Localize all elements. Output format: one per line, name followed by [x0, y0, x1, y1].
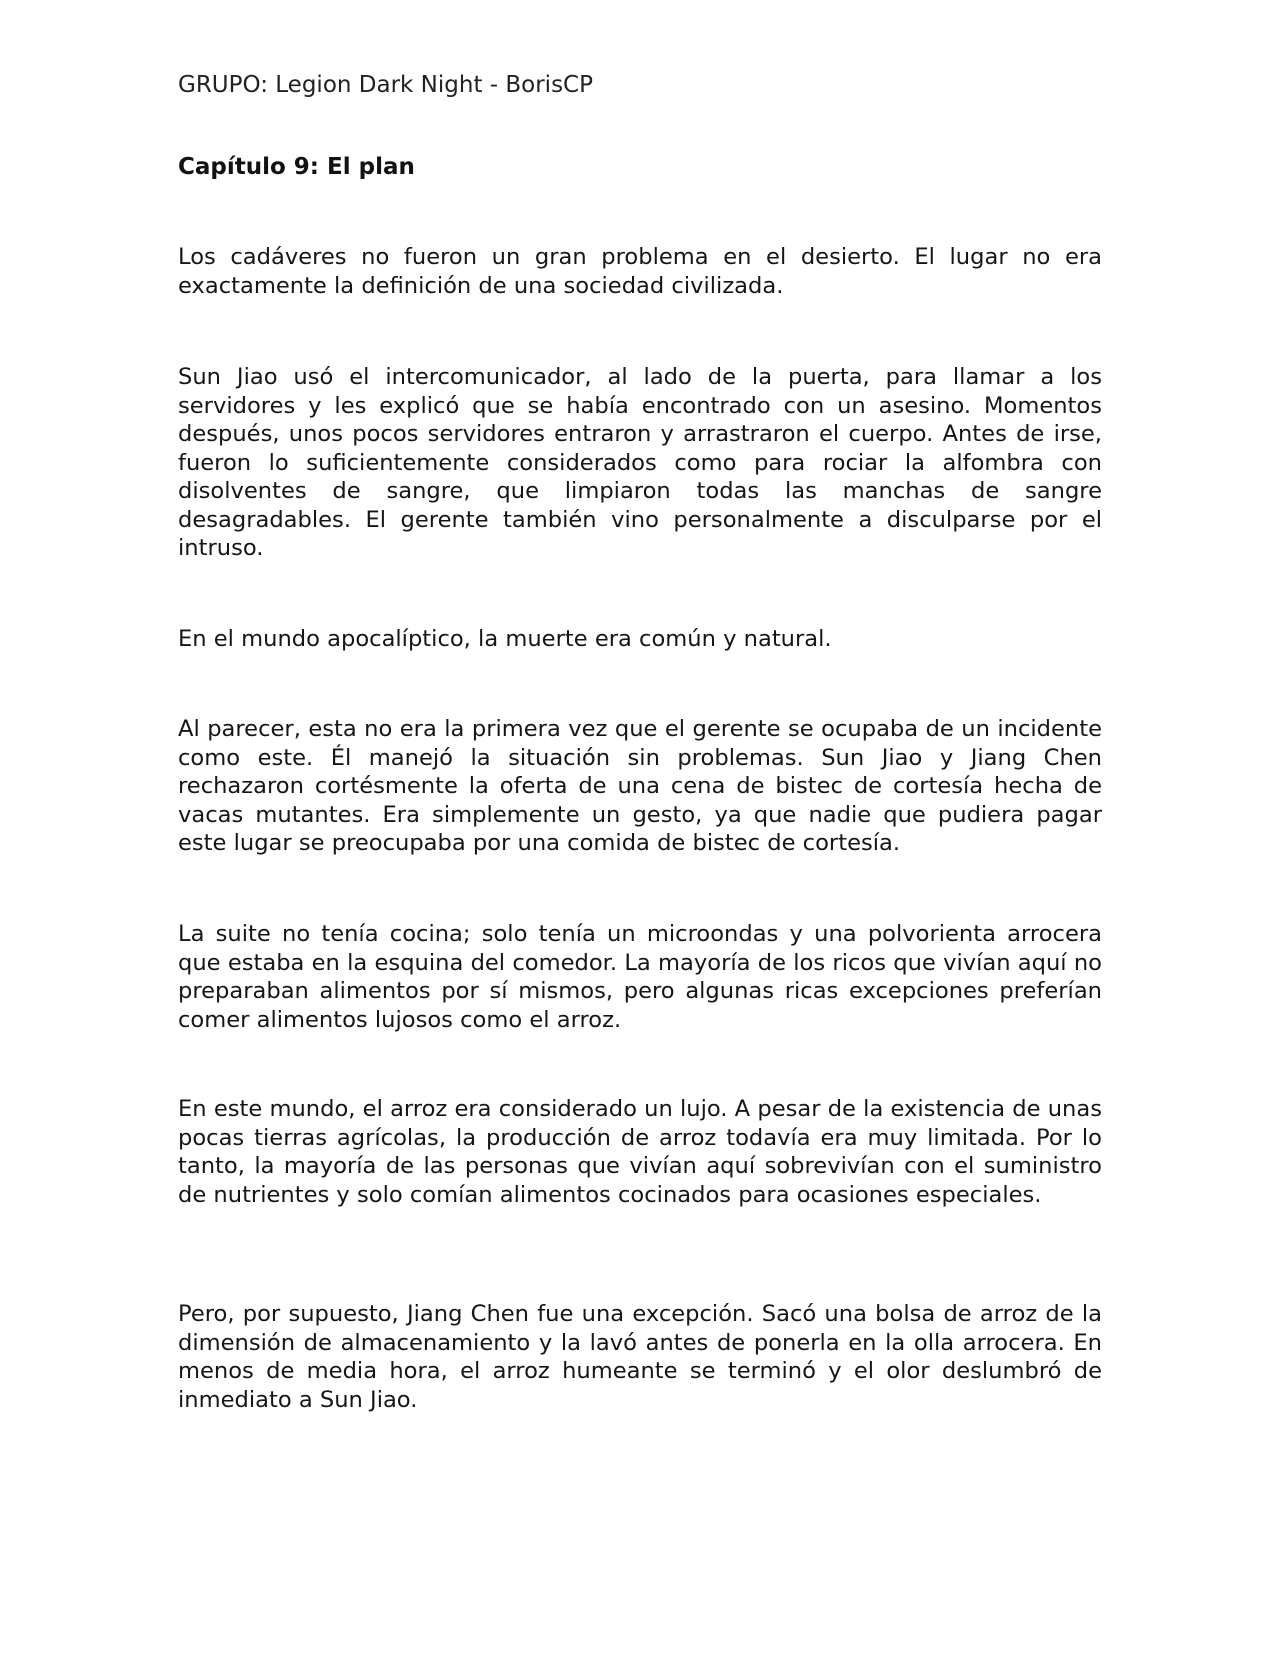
paragraph: En el mundo apocalíptico, la muerte era común y natural. — [178, 626, 832, 652]
paragraph: La suite no tenía cocina; solo tenía un microondas y una polvorienta arrocera que estaba en la esquina del comedor. La mayoría de los ricos que vivían aquí no preparaban alimentos por sí mismos, pero algunas ricas excepciones preferían comer alimentos lujosos como el arroz. — [178, 921, 1102, 1033]
document-header: GRUPO: Legion Dark Night - BorisCP — [178, 72, 593, 98]
paragraph: Sun Jiao usó el intercomunicador, al lado de la puerta, para llamar a los servidores y les explicó que se había encontrado con un asesino. Momentos después, unos pocos servidores entraron y arrastraron el cuerpo. Antes de irse, fueron lo suficientemente considerados como para rociar la alfombra con disolventes de sangre, que limpiaron todas las manchas de sangre desagradables. El gerente también vino personalmente a disculparse por el intruso. — [178, 364, 1102, 561]
paragraph: En este mundo, el arroz era considerado un lujo. A pesar de la existencia de unas pocas tierras agrícolas, la producción de arroz todavía era muy limitada. Por lo tanto, la mayoría de las personas que vivían aquí sobrevivían con el suministro de nutrientes y solo comían alimentos cocinados para ocasiones especiales. — [178, 1096, 1102, 1208]
paragraph: Pero, por supuesto, Jiang Chen fue una excepción. Sacó una bolsa de arroz de la dimensión de almacenamiento y la lavó antes de ponerla en la olla arrocera. En menos de media hora, el arroz humeante se terminó y el olor deslumbró de inmediato a Sun Jiao. — [178, 1301, 1102, 1413]
chapter-title: Capítulo 9: El plan — [178, 154, 415, 180]
paragraph: Los cadáveres no fueron un gran problema en el desierto. El lugar no era exactamente la definición de una sociedad civilizada. — [178, 244, 1102, 299]
paragraph: Al parecer, esta no era la primera vez que el gerente se ocupaba de un incidente como este. Él manejó la situación sin problemas. Sun Jiao y Jiang Chen rechazaron cortésmente la oferta de una cena de bistec de cortesía hecha de vacas mutantes. Era simplemente un gesto, ya que nadie que pudiera pagar este lugar se preocupaba por una comida de bistec de cortesía. — [178, 716, 1102, 856]
